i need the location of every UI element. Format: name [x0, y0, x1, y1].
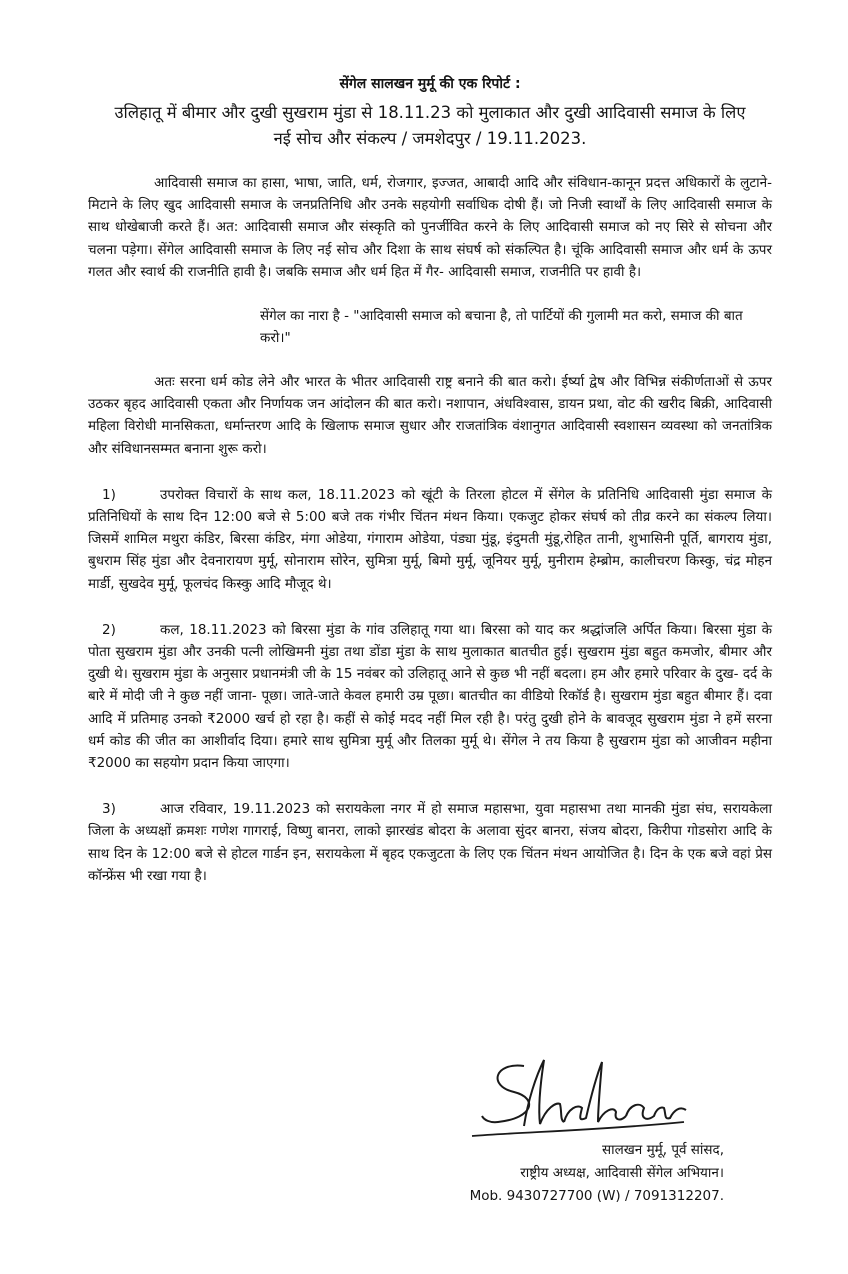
handwritten-signature: [464, 1052, 704, 1148]
report-subtitle: उलिहातू में बीमार और दुखी सुखराम मुंडा से 18.11.23 को मुलाकात और दुखी आदिवासी समाज के लिए नई सोच और संकल्प / जमशेदपुर / 19.11.2023.: [114, 103, 746, 148]
paragraph-intro: आदिवासी समाज का हासा, भाषा, जाति, धर्म, रोजगार, इज्जत, आबादी आदि और संविधान-कानून प्रदत्त अधिकारों के लुटाने-मिटाने के लिए खुद आदिवासी समाज के जनप्रतिनिधि और उनके सहयोगी सर्वाधिक दोषी हैं। जो निजी स्वार्थों के लिए आदिवासी समाज के साथ धोखेबाजी करते हैं। अत: आदिवासी समाज और संस्कृति को पुनर्जीवित करने के लिए आदिवासी समाज को नए सिरे से सोचना और चलना पड़ेगा। सेंगेल आदिवासी समाज के लिए नई सोच और दिशा के साथ संघर्ष को संकल्पित है। चूंकि आदिवासी समाज और धर्म के ऊपर गलत और स्वार्थ की राजनीति हावी है। जबकि समाज और धर्म हित में गैर- आदिवासी समाज, राजनीति पर हावी है।: [88, 175, 772, 280]
letter-page: [0, 74, 848, 1274]
list-number-1: 1): [102, 486, 116, 503]
signatory-mobile: Mob. 9430727700 (W) / 7091312207.: [469, 1188, 724, 1204]
signature-block: [470, 1139, 724, 1208]
letter-header: [88, 74, 772, 152]
signatory-role: राष्ट्रीय अध्यक्ष, आदिवासी सेंगेल अभियान।: [520, 1165, 724, 1181]
list-item-3: [88, 798, 772, 887]
list-number-3: 3): [102, 801, 116, 818]
list-item-2: [88, 619, 772, 774]
slogan-line: सेंगेल का नारा है - "आदिवासी समाज को बचाना है, तो पार्टियों की गुलामी मत करो, समाज की बात करो।": [260, 308, 743, 347]
report-title: सेंगेल सालखन मुर्मू की एक रिपोर्ट :: [339, 76, 521, 92]
list-text-1: उपरोक्त विचारों के साथ कल, 18.11.2023 को खूंटी के तिरला होटल में सेंगेल के प्रतिनिधि आदिवासी मुंडा समाज के प्रतिनिधियों के साथ दिन 12:00 बजे से 5:00 बजे तक गंभीर चिंतन मंथन किया। एकजुट होकर संघर्ष को तीव्र करने का संकल्प लिया। जिसमें शामिल मथुरा कंडिर, बिरसा कंडिर, मंगा ओडेया, गंगाराम ओडेया, पंड्या मुंडू, इंदुमती मुंडू,रोहित तानी, शुभासिनी पूर्ति, बागराय मुंडा, बुधराम सिंह मुंडा और देवनारायण मुर्मू, सोनाराम सोरेन, सुमित्रा मुर्मू, बिमो मुर्मू, जूनियर मुर्मू, मुनीराम हेम्ब्रोम, कालीचरण किस्कु, चंद्र मोहन मार्डी, सुखदेव मुर्मू, फूलचंद किस्कु आदि मौजूद थे।: [88, 486, 772, 592]
signatory-name: सालखन मुर्मू, पूर्व सांसद,: [601, 1142, 724, 1158]
paragraph-appeal: अतः सरना धर्म कोड लेने और भारत के भीतर आदिवासी राष्ट्र बनाने की बात करो। ईर्ष्या द्वेष और विभिन्न संकीर्णताओं से ऊपर उठकर बृहद आदिवासी एकता और निर्णायक जन आंदोलन की बात करो। नशापान, अंधविश्वास, डायन प्रथा, वोट की खरीद बिक्री, आदिवासी महिला विरोधी मानसिकता, धर्मान्तरण आदि के खिलाफ समाज सुधार और राजतांत्रिक वंशानुगत आदिवासी स्वशासन व्यवस्था को जनतांत्रिक और संविधानसम्मत बनाना शुरू करो।: [88, 374, 772, 457]
list-text-2: कल, 18.11.2023 को बिरसा मुंडा के गांव उलिहातू गया था। बिरसा को याद कर श्रद्धांजलि अर्पित किया। बिरसा मुंडा के पोता सुखराम मुंडा और उनकी पत्नी लोखिमनी मुंडा तथा डोंडा मुंडा के साथ मुलाकात बातचीत हुई। सुखराम मुंडा बहुत कमजोर, बीमार और दुखी थे। सुखराम मुंडा के अनुसार प्रधानमंत्री जी के 15 नवंबर को उलिहातू आने से कुछ भी नहीं बदला। हम और हमारे परिवार के दुख- दर्द के बारे में मोदी जी ने कुछ नहीं जाना- पूछा। जाते-जाते केवल हमारी उम्र पूछा। बातचीत का वीडियो रिकॉर्ड है। सुखराम मुंडा बहुत बीमार हैं। दवा आदि में प्रतिमाह उनको ₹2000 खर्च हो रहा है। कहीं से कोई मदद नहीं मिल रही है। परंतु दुखी होने के बावजूद सुखराम मुंडा ने हमें सरना धर्म कोड की जीत का आशीर्वाद दिया। हमारे साथ सुमित्रा मुर्मू और तिलका मुर्मू थे। सेंगेल ने तय किया है सुखराम मुंडा को आजीवन महीना ₹2000 का सहयोग प्रदान किया जाएगा।: [88, 621, 772, 772]
list-item-1: [88, 484, 772, 595]
list-text-3: आज रविवार, 19.11.2023 को सरायकेला नगर में हो समाज महासभा, युवा महासभा तथा मानकी मुंडा संघ, सरायकेला जिला के अध्यक्षों क्रमशः गणेश गागराई, विष्णु बानरा, लाको झारखंड बोदरा के अलावा सुंदर बानरा, संजय बोदरा, किरीपा गोडसोरा आदि के साथ दिन के 12:00 बजे से होटल गार्डन इन, सरायकेला में बृहद एकजुटता के लिए एक चिंतन मंथन आयोजित है। दिन के एक बजे वहां प्रेस कॉन्फ्रेंस भी रखा गया है।: [88, 801, 772, 884]
list-number-2: 2): [102, 621, 116, 638]
